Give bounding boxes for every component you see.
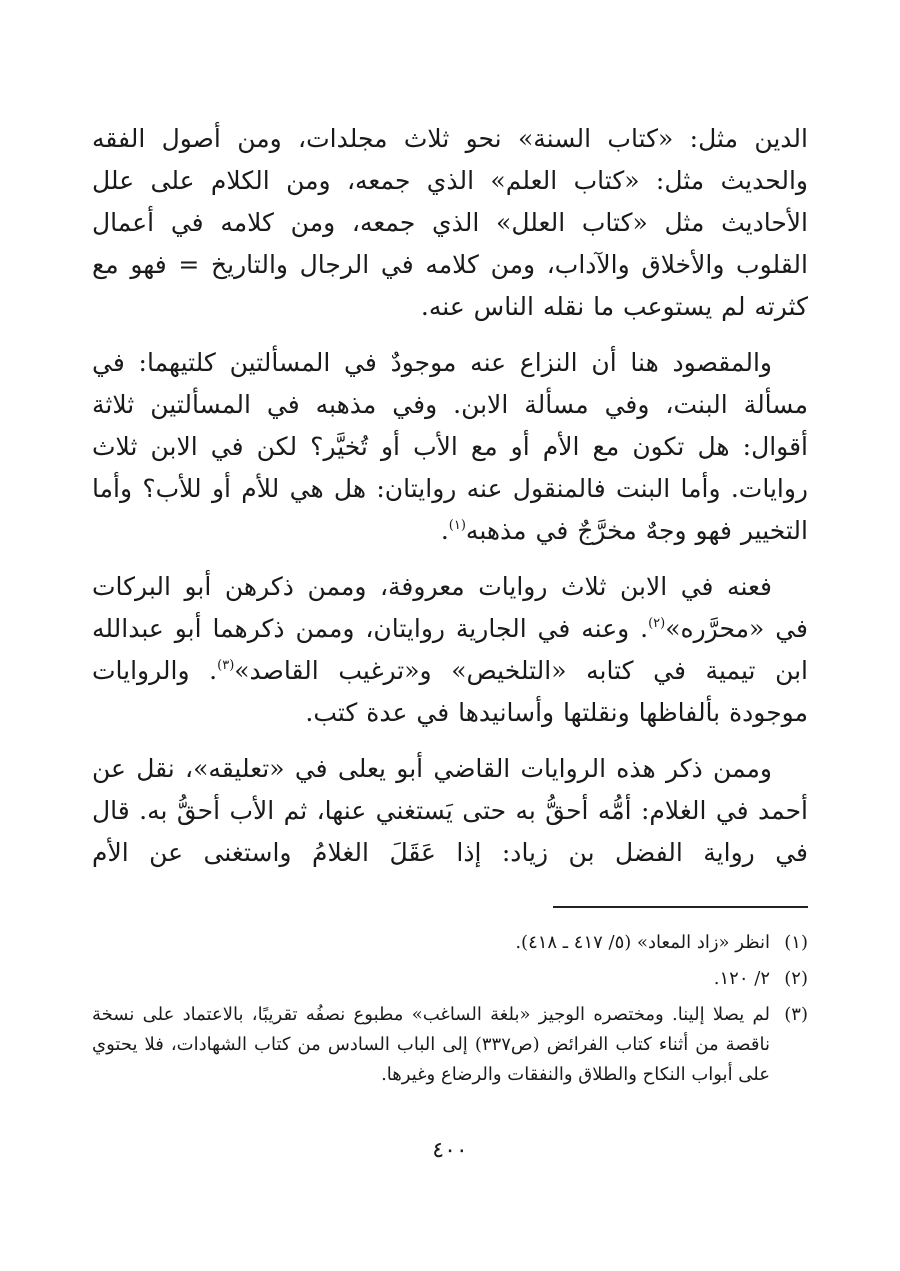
paragraph-1	[92, 118, 808, 328]
footnote-number: (٢)	[784, 968, 808, 989]
footnotes	[92, 928, 808, 1090]
footnote-3	[92, 1000, 808, 1090]
paragraph-text: الدين مثل: «كتاب السنة» نحو ثلاث مجلدات، ومن أصول الفقه والحديث مثل: «كتاب العلم» الذي جمعه، ومن الكلام على علل الأحاديث مثل «كتاب العلل» الذي جمعه، ومن كلامه في أعمال القلوب والأخلاق والآداب، ومن كلامه في الرجال والتاريخ = فهو مع كثرته لم يستوعب ما نقله الناس عنه.	[92, 124, 808, 321]
paragraph-text: . والروايات موجودة بألفاظها ونقلتها وأسانيدها في عدة كتب.	[92, 656, 808, 727]
footnote-ref-2[interactable]: (٢)	[648, 616, 666, 631]
paragraph-text: . وعنه في الجارية روايتان، وممن ذكرهما أبو عبدالله ابن تيمية في كتابه «التلخيص» و«ترغيب القاصد»	[92, 614, 809, 685]
footnote-separator	[553, 906, 808, 908]
footnote-1	[92, 928, 808, 958]
main-text	[92, 118, 808, 874]
paragraph-text: والمقصود هنا أن النزاع عنه موجودٌ في المسألتين كلتيهما: في مسألة البنت، وفي مسألة الابن. وفي مذهبه في المسألتين ثلاثة أقوال: هل تكون مع الأم أو مع الأب أو تُخيَّر؟ لكن في الابن ثلاث روايات. وأما البنت فالمنقول عنه روايتان: هل هي للأم أو للأب؟ وأما التخيير فهو وجهٌ مخرَّجٌ في مذهبه	[92, 348, 808, 545]
footnote-number: (١)	[784, 932, 808, 953]
footnote-ref-3[interactable]: (٣)	[217, 658, 235, 673]
footnote-ref-1[interactable]: (١)	[448, 518, 466, 533]
paragraph-4	[92, 748, 808, 874]
footnote-2	[92, 964, 808, 994]
footnote-text: انظر «زاد المعاد» (٥/ ٤١٧ ـ ٤١٨).	[515, 932, 770, 953]
page-number: ٤٠٠	[432, 1138, 468, 1163]
paragraph-text: .	[440, 516, 449, 545]
footnote-number: (٣)	[784, 1004, 808, 1025]
paragraph-2	[92, 342, 808, 552]
footnote-text: لم يصلا إلينا. ومختصره الوجيز «بلغة الساغب» مطبوع نصفُه تقريبًا، بالاعتماد على نسخة ناقصة من أثناء كتاب الفرائض (ص٣٣٧) إلى الباب السادس من كتاب الشهادات، فلا يحتوي على أبواب النكاح والطلاق والنفقات والرضاع وغيرها.	[92, 1004, 770, 1085]
paragraph-text: فعنه في الابن ثلاث روايات معروفة، وممن ذكرهن أبو البركات في «محرَّره»	[92, 572, 808, 643]
paragraph-text: وممن ذكر هذه الروايات القاضي أبو يعلى في «تعليقه»، نقل عن أحمد في الغلام: أمُّه أحقُّ به حتى يَستغني عنها، ثم الأب أحقُّ به. قال في رواية الفضل بن زياد: إذا عَقَلَ الغلامُ واستغنى عن الأم	[92, 754, 808, 867]
paragraph-3	[92, 566, 808, 734]
footnote-text: ٢/ ١٢٠.	[713, 968, 770, 989]
